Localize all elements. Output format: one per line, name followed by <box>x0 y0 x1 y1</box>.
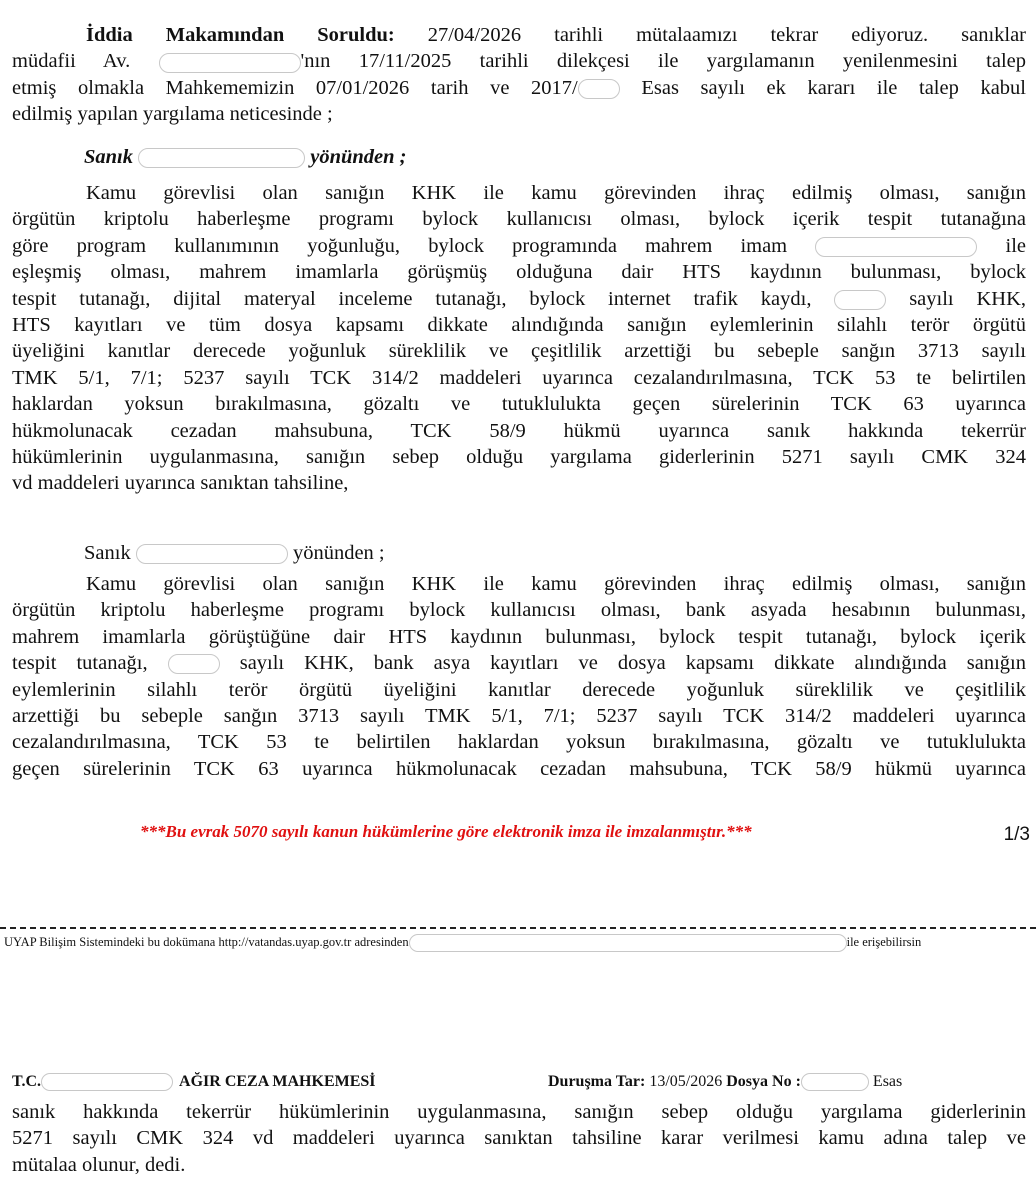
redacted-city <box>41 1073 173 1091</box>
p1-line <box>12 286 1026 312</box>
sanik2-heading <box>84 540 584 566</box>
redacted-name <box>159 53 301 73</box>
p1-line: HTS kayıtları ve tüm dosya kapsamı dikkate alındığında sanığın eylemlerinin silahlı terör örgütü <box>12 313 1026 336</box>
redacted-number <box>578 79 620 99</box>
p1-line: vd maddeleri uyarınca sanıktan tahsiline, <box>12 472 349 495</box>
intro-text: müdafii Av. <box>12 50 131 73</box>
redacted-access-code <box>409 934 847 952</box>
continuation-paragraph <box>12 1099 1026 1178</box>
p1-line: TMK 5/1, 7/1; 5237 sayılı TCK 314/2 maddeleri uyarınca cezalandırılmasına, TCK 53 te belirtilen <box>12 366 1026 389</box>
cont-line: sanık hakkında tekerrür hükümlerinin uygulanmasına, sanığın sebep olduğu yargılama giderlerinin <box>12 1101 1026 1123</box>
court-header <box>12 1073 376 1091</box>
redacted-file-no <box>801 1073 869 1091</box>
p2-line: Kamu görevlisi olan sanığın KHK ile kamu görevinden ihraç edilmiş olması, sanığın <box>86 573 1026 595</box>
intro-text: 'nın 17/11/2025 tarihli dilekçesi ile yargılamanın yenilenmesini talep <box>300 50 1026 73</box>
p2-line: geçen sürelerinin TCK 63 uyarınca hükmolunacak cezadan mahsubuna, TCK 58/9 hükmü uyarınca <box>12 757 1026 780</box>
p2-text: tespit tutanağı, <box>12 652 148 675</box>
redacted-defendant <box>136 544 288 564</box>
sanik1-paragraph <box>12 180 1026 497</box>
p1-line: örgütün kriptolu haberleşme programı bylock kullanıcısı olması, bylock içerik tespit tutanağına <box>12 208 1026 231</box>
p1-line: eşleşmiş olması, mahrem imamlarla görüşmüş olduğuna dair HTS kaydının bulunması, bylock <box>12 261 1026 284</box>
intro-line-1 <box>12 22 1026 48</box>
p1-line: hükümlerinin uygulanmasına, sanığın sebep olduğu yargılama giderlerinin 5271 sayılı CMK 324 <box>12 445 1026 468</box>
p1-line <box>12 233 1026 259</box>
p2-line <box>12 650 1026 676</box>
court-name: AĞIR CEZA MAHKEMESİ <box>179 1073 376 1090</box>
hearing-date: 13/05/2026 <box>649 1073 723 1090</box>
yonunden-label: yönünden ; <box>310 146 407 168</box>
cont-line: mütalaa olunur, dedi. <box>12 1153 186 1176</box>
file-label: Dosya No : <box>726 1073 801 1090</box>
intro-text: etmiş olmakla Mahkememizin 07/01/2026 tarih ve 2017/ <box>12 76 578 99</box>
sanik1-heading <box>84 144 584 170</box>
p2-line: eylemlerinin silahlı terör örgütü üyeliğini kanıtlar derecede yoğunluk süreklilik ve çeşitlilik <box>12 678 1026 701</box>
p1-text: tespit tutanağı, dijital materyal inceleme tutanağı, bylock internet trafik kaydı, <box>12 287 812 310</box>
uyap-footer <box>4 934 921 952</box>
intro-text: 27/04/2026 tarihli mütalaamızı tekrar ediyoruz. sanıklar <box>427 24 1027 46</box>
sanik-label: Sanık <box>84 146 133 168</box>
p2-line: örgütün kriptolu haberleşme programı bylock kullanıcısı olması, bank asyada hesabının bulunması, <box>12 599 1026 622</box>
intro-paragraph <box>12 22 1026 128</box>
hearing-label: Duruşma Tar: <box>548 1073 646 1090</box>
cont-line: 5271 sayılı CMK 324 vd maddeleri uyarınca sanıktan tahsiline karar verilmesi kamu adına talep ve <box>12 1127 1026 1150</box>
p1-text: sayılı KHK, <box>909 287 1026 310</box>
redacted-imam <box>815 237 977 257</box>
p2-text: sayılı KHK, bank asya kayıtları ve dosya kapsamı dikkate alındığında sanığın <box>239 652 1026 675</box>
sanik2-paragraph <box>12 571 1026 782</box>
p1-line: üyeliğini kanıtlar derecede yoğunluk süreklilik ve çeşitlilik arzettiği bu sebeple sanğın 3713 sayılı <box>12 340 1026 363</box>
p2-line: cezalandırılmasına, TCK 53 te belirtilen haklardan yoksun bırakılmasına, gözaltı ve tutuklulukta <box>12 731 1026 754</box>
file-suffix: Esas <box>872 1073 903 1090</box>
p2-line: arzettiği bu sebeple sanğın 3713 sayılı TMK 5/1, 7/1; 5237 sayılı TCK 314/2 maddeleri uyarınca <box>12 704 1026 727</box>
p1-text: ile <box>1005 234 1027 257</box>
e-signature-notice: ***Bu evrak 5070 sayılı kanun hükümlerine göre elektronik imza ile imzalanmıştır.*** <box>140 822 752 841</box>
page-number: 1/3 <box>1003 824 1030 845</box>
p2-line: mahrem imamlarla görüştüğüne dair HTS kaydının bulunması, bylock tespit tutanağı, bylock içerik <box>12 625 1026 648</box>
intro-line-2 <box>12 48 1026 74</box>
p1-line: Kamu görevlisi olan sanığın KHK ile kamu görevinden ihraç edilmiş olması, sanığın <box>86 182 1026 204</box>
yonunden-label: yönünden ; <box>292 542 385 564</box>
redacted-khk <box>168 654 220 674</box>
iddia-lead: İddia Makamından Soruldu: <box>86 24 395 46</box>
intro-line-4: edilmiş yapılan yargılama neticesinde ; <box>12 103 333 126</box>
p1-text: göre program kullanımının yoğunluğu, bylock programında mahrem imam <box>12 234 788 257</box>
uyap-footer-text: UYAP Bilişim Sistemindeki bu dokümana http://vatandas.uyap.gov.tr adresinden <box>4 934 409 949</box>
hearing-info <box>548 1073 902 1091</box>
intro-line-3 <box>12 75 1026 101</box>
page-separator <box>0 927 1036 929</box>
redacted-khk <box>834 290 886 310</box>
p1-line: hükmolunacak cezadan mahsubuna, TCK 58/9 hükmü uyarınca sanık hakkında tekerrür <box>12 419 1026 442</box>
redacted-defendant <box>138 148 305 168</box>
sanik-label: Sanık <box>84 542 131 564</box>
intro-text: Esas sayılı ek kararı ile talep kabul <box>641 76 1027 99</box>
tc-label: T.C. <box>12 1073 42 1090</box>
uyap-footer-text: ile erişebilirsin <box>846 934 922 949</box>
p1-line: haklardan yoksun bırakılmasına, gözaltı ve tutuklulukta geçen sürelerinin TCK 63 uyarınca <box>12 393 1026 416</box>
